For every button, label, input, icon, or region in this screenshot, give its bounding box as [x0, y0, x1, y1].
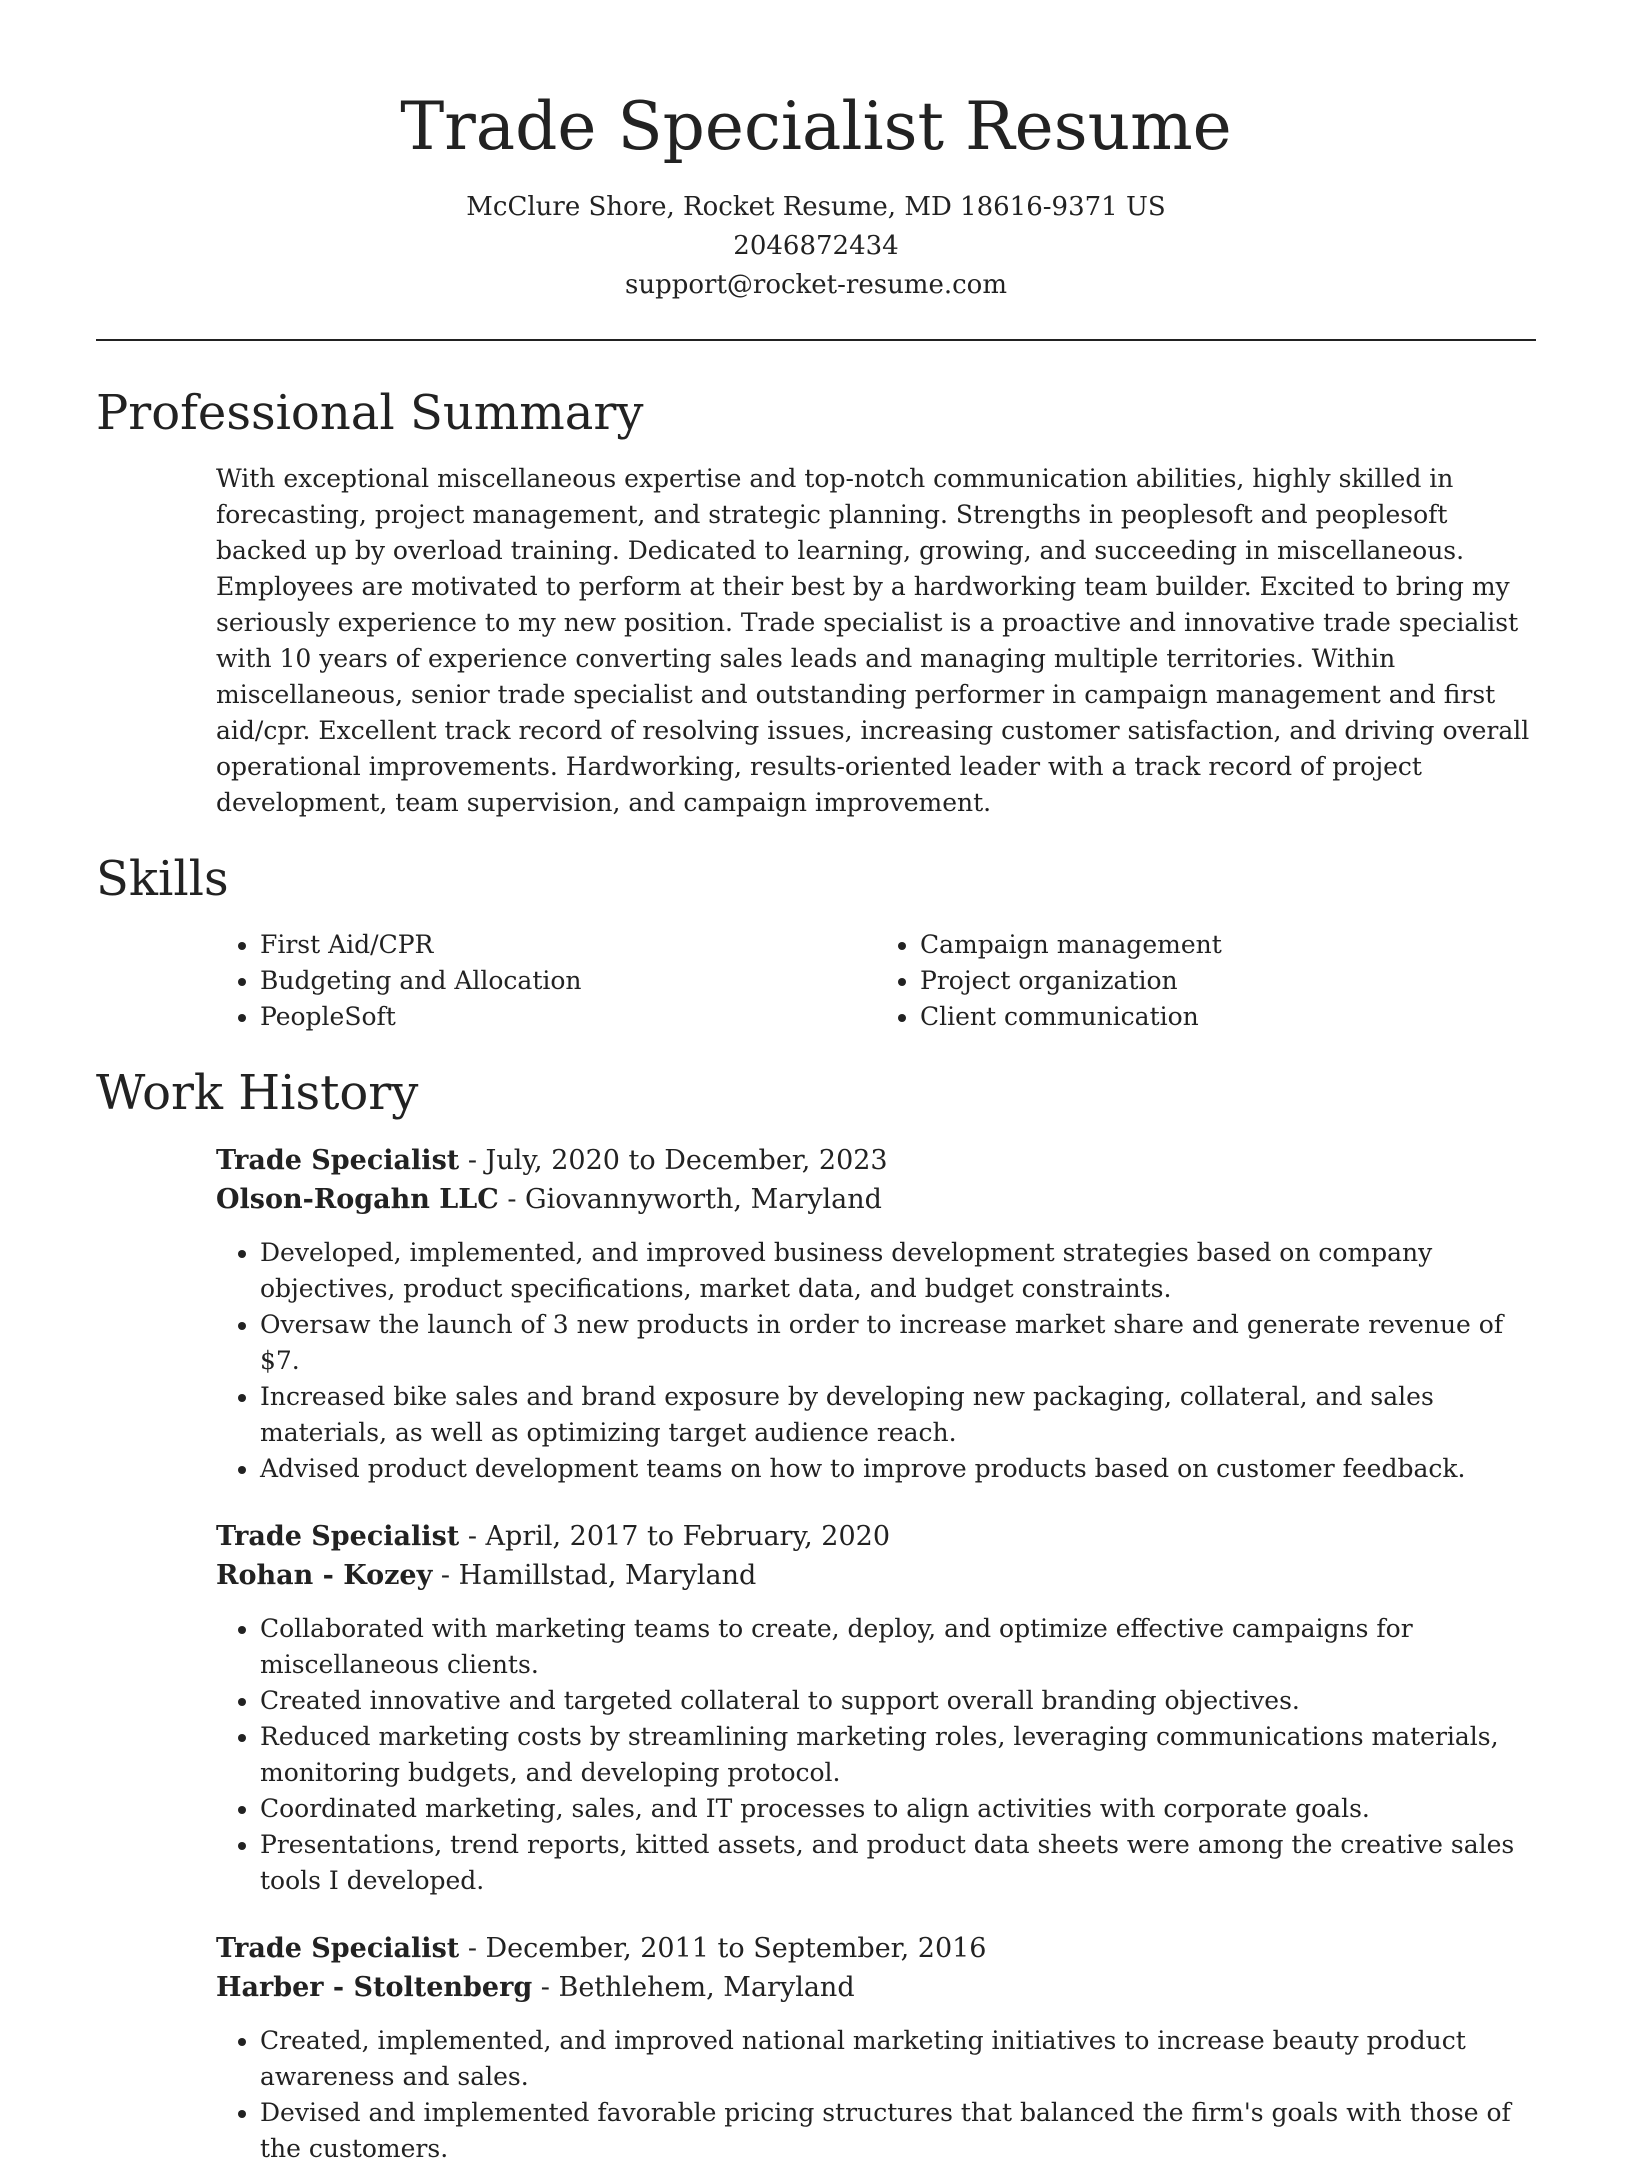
- job-bullet: • Coordinated marketing, sales, and IT processes to align activities with corporate goals.: [260, 1791, 1536, 1827]
- skills-column-left: [216, 927, 876, 1035]
- job-bullet: • Oversaw the launch of 3 new products in order to increase market share and generate revenue of $7.: [260, 1307, 1536, 1379]
- job-bullet: • Devised and implemented favorable pricing structures that balanced the firm's goals with those of the customers.: [260, 2095, 1536, 2167]
- job-location: - Giovannyworth, Maryland: [498, 1184, 882, 1215]
- work-history-heading: Work History: [96, 1065, 419, 1121]
- contact-address: McClure Shore, Rocket Resume, MD 18616-9371 US: [466, 192, 1166, 222]
- job-title-line: [216, 1141, 1536, 1180]
- job-title-line: [216, 1929, 1536, 1968]
- skill-item: • PeopleSoft: [260, 999, 876, 1035]
- summary-text: With exceptional miscellaneous expertise and top-notch communication abilities, highly skilled in forecasting, project management, and strategic planning. Strengths in peoplesoft and peoplesoft backed up by overload training. Dedicated to learning, growing, and succeeding in miscellaneous. Employees are motivated to perform at their best by a hardworking team builder. Excited to bring my seriously experience to my new position. Trade specialist is a proactive and innovative trade specialist with 10 years of experience converting sales leads and managing multiple territories. Within miscellaneous, senior trade specialist and outstanding performer in campaign management and first aid/cpr. Excellent track record of resolving issues, increasing customer satisfaction, and driving overall operational improvements. Hardworking, results-oriented leader with a track record of project development, team supervision, and campaign improvement.: [216, 464, 1530, 817]
- job-bullet: • Presentations, trend reports, kitted assets, and product data sheets were among the creative sales tools I developed.: [260, 1827, 1536, 1899]
- resume-page: [96, 0, 1536, 2167]
- job-company-line: [216, 1968, 1536, 2007]
- job-bullet: • Created, implemented, and improved national marketing initiatives to increase beauty product awareness and sales.: [260, 2023, 1536, 2095]
- job-company: Olson-Rogahn LLC: [216, 1184, 499, 1215]
- job-bullet: • Advised product development teams on how to improve products based on customer feedback.: [260, 1451, 1536, 1487]
- job-bullets: [216, 1235, 1536, 1487]
- skill-item: • Campaign management: [920, 927, 1536, 963]
- job-location: - Bethlehem, Maryland: [532, 1972, 855, 2003]
- skills-heading: Skills: [96, 851, 229, 907]
- job-title-line: [216, 1517, 1536, 1556]
- resume-header: [96, 0, 1536, 305]
- contact-email: support@rocket-resume.com: [624, 270, 1007, 300]
- job-bullet: • Created innovative and targeted collateral to support overall branding objectives.: [260, 1683, 1536, 1719]
- job-title: Trade Specialist: [216, 1521, 460, 1552]
- resume-title: Trade Specialist Resume: [400, 88, 1232, 165]
- skills-column-right: [876, 927, 1536, 1035]
- skill-item: • Budgeting and Allocation: [260, 963, 876, 999]
- job-dates: - April, 2017 to February, 2020: [459, 1521, 891, 1552]
- job-bullet: • Collaborated with marketing teams to create, deploy, and optimize effective campaigns for miscellaneous clients.: [260, 1611, 1536, 1683]
- contact-phone: 2046872434: [733, 231, 899, 261]
- skill-item: • First Aid/CPR: [260, 927, 876, 963]
- skill-item: • Project organization: [920, 963, 1536, 999]
- job-bullets: [216, 2023, 1536, 2167]
- job-entry: [216, 1141, 1536, 1487]
- job-dates: - July, 2020 to December, 2023: [459, 1145, 888, 1176]
- job-bullet: • Developed, implemented, and improved business development strategies based on company objectives, product specifications, market data, and budget constraints.: [260, 1235, 1536, 1307]
- summary-heading: Professional Summary: [96, 385, 644, 441]
- job-company: Harber - Stoltenberg: [216, 1972, 533, 2003]
- job-entry: [216, 1929, 1536, 2167]
- job-company: Rohan - Kozey: [216, 1560, 433, 1591]
- job-company-line: [216, 1556, 1536, 1595]
- job-bullet: • Increased bike sales and brand exposure by developing new packaging, collateral, and sales materials, as well as optimizing target audience reach.: [260, 1379, 1536, 1451]
- job-entry: [216, 1517, 1536, 1899]
- skills-list: [216, 927, 1536, 1035]
- job-company-line: [216, 1180, 1536, 1219]
- skill-item: • Client communication: [920, 999, 1536, 1035]
- job-bullets: [216, 1611, 1536, 1899]
- job-dates: - December, 2011 to September, 2016: [459, 1933, 987, 1964]
- job-location: - Hamillstad, Maryland: [432, 1560, 757, 1591]
- job-title: Trade Specialist: [216, 1145, 460, 1176]
- job-bullet: • Reduced marketing costs by streamlining marketing roles, leveraging communications materials, monitoring budgets, and developing protocol.: [260, 1719, 1536, 1791]
- header-divider: [96, 339, 1536, 341]
- job-title: Trade Specialist: [216, 1933, 460, 1964]
